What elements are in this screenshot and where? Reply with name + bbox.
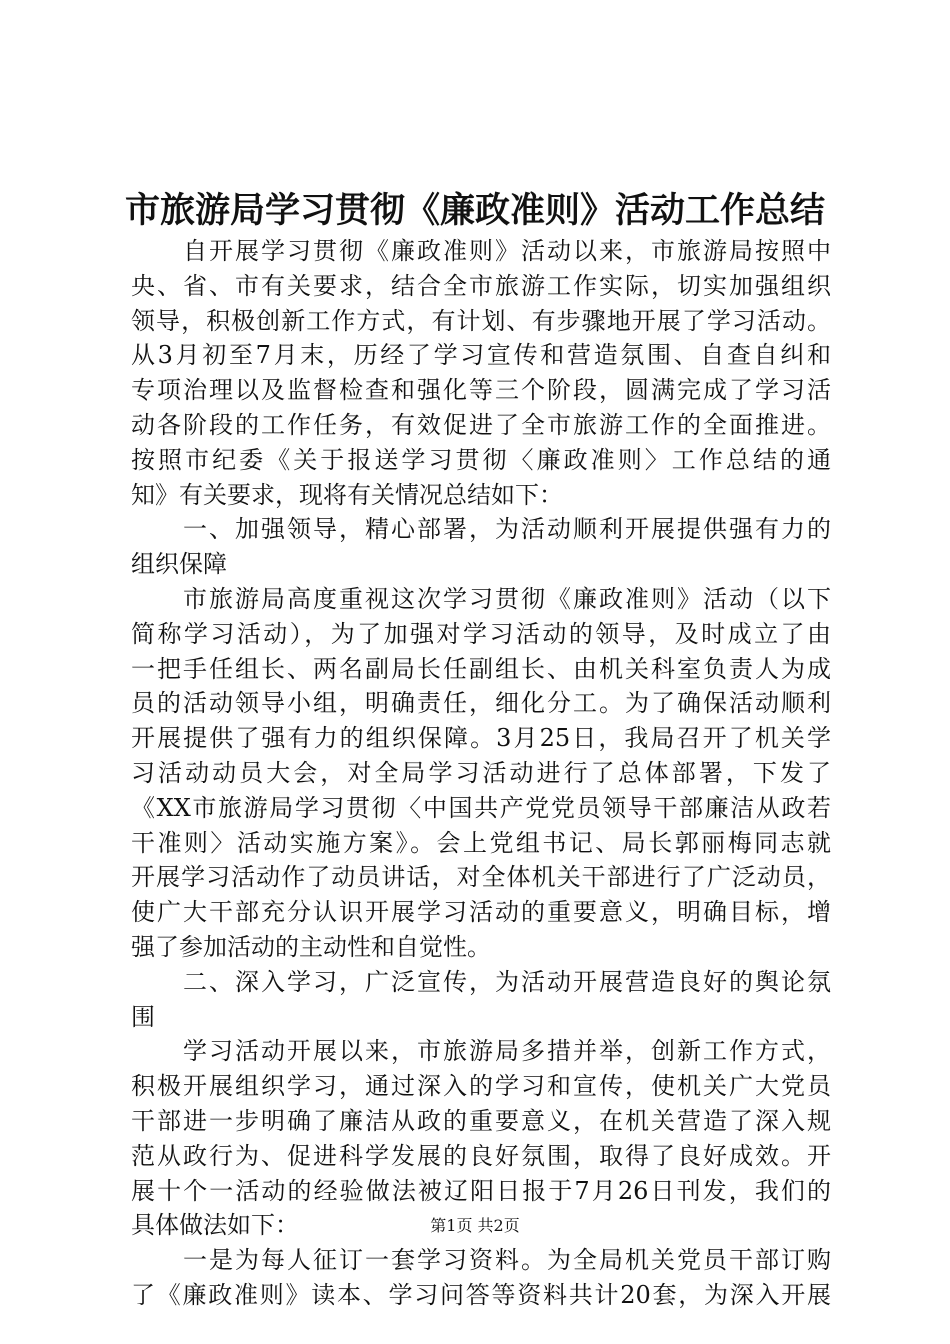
body-line: 积极开展组织学习，通过深入的学习和宣传，使机关广大党员 xyxy=(131,1072,831,1101)
body-line: 使广大干部充分认识开展学习活动的重要意义，明确目标，增 xyxy=(131,898,831,927)
body-line: 学习活动开展以来，市旅游局多措并举，创新工作方式， xyxy=(183,1037,831,1066)
page-footer: 第1页 共2页 xyxy=(430,1216,520,1235)
body-line: 《XX市旅游局学习贯彻〈中国共产党党员领导干部廉洁从政若 xyxy=(131,793,831,822)
section-heading-line: 组织保障 xyxy=(131,550,227,579)
body-line: 领导，积极创新工作方式，有计划、有步骤地开展了学习活动。 xyxy=(131,306,831,335)
body-line: 简称学习活动），为了加强对学习活动的领导，及时成立了由 xyxy=(131,619,831,648)
body-line: 具体做法如下： xyxy=(131,1211,299,1240)
body-line: 习活动动员大会，对全局学习活动进行了总体部署，下发了 xyxy=(131,758,831,787)
body-line: 了《廉政准则》读本、学习问答等资料共计20套，为深入开展 xyxy=(131,1280,831,1309)
body-line: 专项治理以及监督检查和强化等三个阶段，圆满完成了学习活 xyxy=(131,376,831,405)
document-title: 市旅游局学习贯彻《廉政准则》活动工作总结 xyxy=(124,191,825,231)
body-line: 从3月初至7月末，历经了学习宣传和营造氛围、自查自纠和 xyxy=(131,341,831,370)
body-line: 员的活动领导小组，明确责任，细化分工。为了确保活动顺利 xyxy=(131,689,831,718)
body-line: 自开展学习贯彻《廉政准则》活动以来，市旅游局按照中 xyxy=(183,237,831,265)
body-line: 开展提供了强有力的组织保障。3月25日，我局召开了机关学 xyxy=(131,724,831,753)
body-line: 央、省、市有关要求，结合全市旅游工作实际，切实加强组织 xyxy=(131,271,831,300)
body-line: 开展学习活动作了动员讲话，对全体机关干部进行了广泛动员， xyxy=(131,863,831,892)
body-line: 展十个一活动的经验做法被辽阳日报于7月26日刊发，我们的 xyxy=(131,1176,831,1205)
document-body xyxy=(131,234,831,1313)
body-line: 市旅游局高度重视这次学习贯彻《廉政准则》活动（以下 xyxy=(183,584,831,613)
section-heading-line: 一、加强领导，精心部署，为活动顺利开展提供强有力的 xyxy=(183,515,831,544)
section-heading-line: 围 xyxy=(131,1002,155,1031)
body-line: 一把手任组长、两名副局长任副组长、由机关科室负责人为成 xyxy=(131,654,831,683)
body-line: 知》有关要求，现将有关情况总结如下： xyxy=(131,480,563,509)
section-heading-line: 二、深入学习，广泛宣传，为活动开展营造良好的舆论氛 xyxy=(183,967,831,996)
body-line: 强了参加活动的主动性和自觉性。 xyxy=(131,932,491,961)
body-line: 按照市纪委《关于报送学习贯彻〈廉政准则〉工作总结的通 xyxy=(131,445,831,474)
body-line: 干部进一步明确了廉洁从政的重要意义，在机关营造了深入规 xyxy=(131,1106,831,1135)
body-line: 干准则〉活动实施方案》。会上党组书记、局长郭丽梅同志就 xyxy=(131,828,831,857)
body-line: 范从政行为、促进科学发展的良好氛围，取得了良好成效。开 xyxy=(131,1141,831,1170)
body-line: 一是为每人征订一套学习资料。为全局机关党员干部订购 xyxy=(183,1246,831,1275)
body-line: 动各阶段的工作任务，有效促进了全市旅游工作的全面推进。 xyxy=(131,410,831,439)
